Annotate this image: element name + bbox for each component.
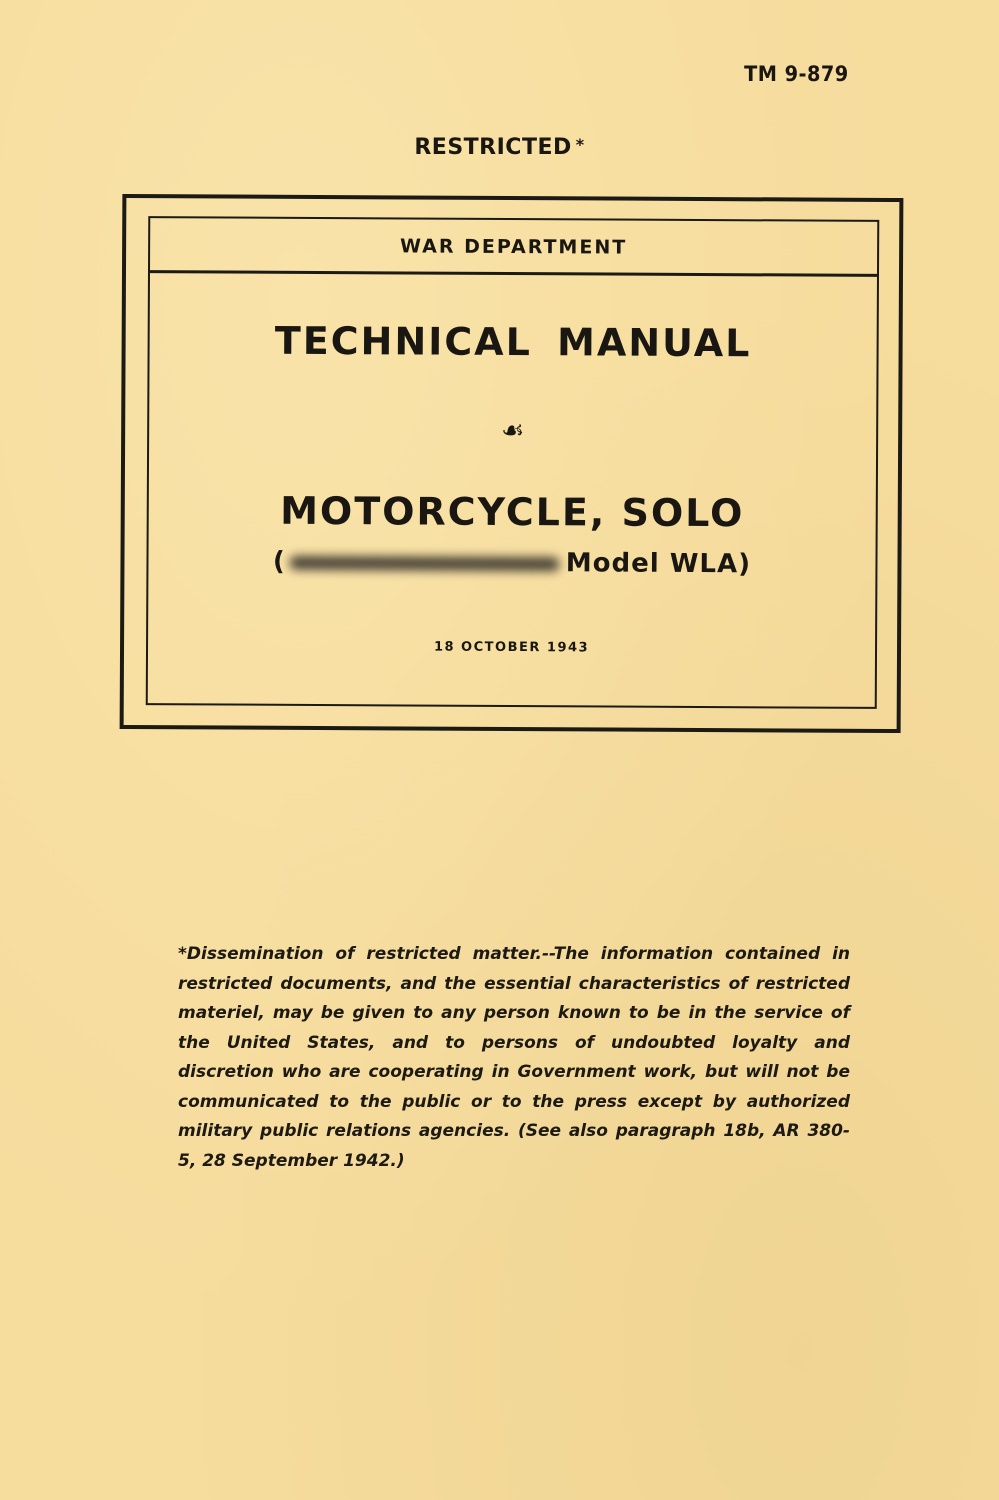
department-name: WAR DEPARTMENT — [399, 235, 628, 259]
title-block-inner-border — [146, 216, 880, 709]
classification-footnote-mark: * — [575, 135, 585, 154]
manual-subject: MOTORCYCLE, SOLO — [280, 488, 745, 536]
title-block-outer-border — [120, 194, 904, 733]
classification-label: RESTRICTED — [414, 135, 572, 160]
ornament-icon: ☙ — [500, 415, 525, 447]
model-designation — [148, 546, 875, 580]
model-name: Model WLA) — [565, 548, 752, 580]
department-header — [150, 218, 877, 277]
model-open-paren: ( — [272, 546, 286, 577]
publication-date: 18 OCTOBER 1943 — [433, 639, 590, 656]
redacted-manufacturer — [290, 555, 560, 570]
document-number: TM 9-879 — [744, 62, 849, 86]
manual-title: TECHNICAL MANUAL — [274, 318, 752, 366]
dissemination-footnote: *Dissemination of restricted matter.--The information contained in restricted documents, and the essential characteristics of restricted materiel, may be given to any person known to be in the service of the United States, and to persons of undoubted loyalty and discretion who are cooperating in Government work, but will not be communicated to the public or to the press except by authorized military public relations agencies. (See also paragraph 18b, AR 380-5, 28 September 1942.) — [178, 944, 850, 1171]
classification-heading — [0, 135, 999, 160]
